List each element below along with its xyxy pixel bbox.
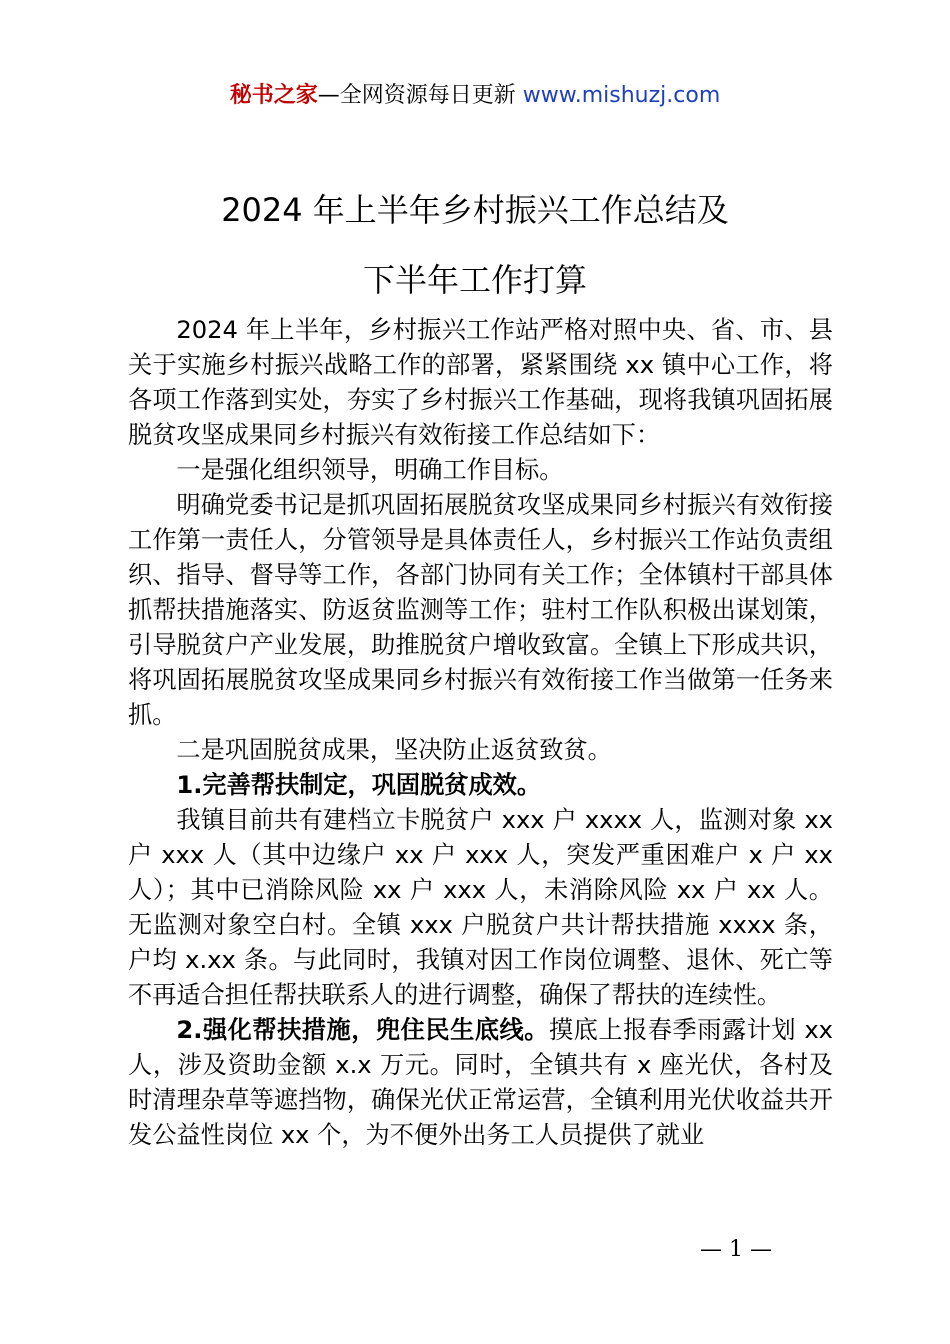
subsection-2-paragraph xyxy=(128,1013,833,1153)
intro-paragraph: 2024 年上半年，乡村振兴工作站严格对照中央、省、市、县关于实施乡村振兴战略工作的部署，紧紧围绕 xx 镇中心工作，将各项工作落到实处，夯实了乡村振兴工作基础，现将我镇巩固拓展脱贫攻坚成果同乡村振兴有效衔接工作总结如下： xyxy=(128,316,833,449)
section-1-paragraph: 明确党委书记是抓巩固拓展脱贫攻坚成果同乡村振兴有效衔接工作第一责任人，分管领导是具体责任人，乡村振兴工作站负责组织、指导、督导等工作，各部门协同有关工作；全体镇村干部具体抓帮扶措施落实、防返贫监测等工作；驻村工作队积极出谋划策，引导脱贫户产业发展，助推脱贫户增收致富。全镇上下形成共识，将巩固拓展脱贫攻坚成果同乡村振兴有效衔接工作当做第一任务来抓。 xyxy=(128,491,833,729)
subsection-2-text: 摸底上报春季雨露计划 xx 人，涉及资助金额 x.x 万元。同时，全镇共有 x 座光伏，各村及时清理杂草等遮挡物，确保光伏正常运营，全镇利用光伏收益共开发公益性岗位 xx 个，为不便外出务工人员提供了就业 xyxy=(128,1016,833,1149)
page-number: — 1 — xyxy=(700,1237,772,1262)
subsection-1-paragraph: 我镇目前共有建档立卡脱贫户 xxx 户 xxxx 人，监测对象 xx 户 xxx 人（其中边缘户 xx 户 xxx 人，突发严重困难户 x 户 xx 人）；其中已消除风险 xx 户 xxx 人，未消除风险 xx 户 xx 人。无监测对象空白村。全镇 xxx 户脱贫户共计帮扶措施 xxxx 条，户均 x.xx 条。与此同时，我镇对因工作岗位调整、退休、死亡等不再适合担任帮扶联系人的进行调整，确保了帮扶的连续性。 xyxy=(128,806,833,1009)
header-brand: 秘书之家 xyxy=(229,83,318,108)
document-title-line-1: 2024 年上半年乡村振兴工作总结及 xyxy=(221,191,729,229)
document-body xyxy=(128,313,833,1153)
document-title-line-2: 下半年工作打算 xyxy=(362,261,587,299)
section-heading-2: 二是巩固脱贫成果，坚决防止返贫致贫。 xyxy=(176,736,612,764)
header-slogan: —全网资源每日更新 xyxy=(317,83,523,108)
subsection-heading-2: 2.强化帮扶措施，兜住民生底线。 xyxy=(176,1016,549,1044)
subsection-heading-1: 1.完善帮扶制定，巩固脱贫成效。 xyxy=(176,771,542,799)
site-header xyxy=(0,80,950,112)
section-heading-1: 一是强化组织领导，明确工作目标。 xyxy=(176,456,564,484)
header-url-link[interactable]: www.mishuzj.com xyxy=(522,83,721,108)
